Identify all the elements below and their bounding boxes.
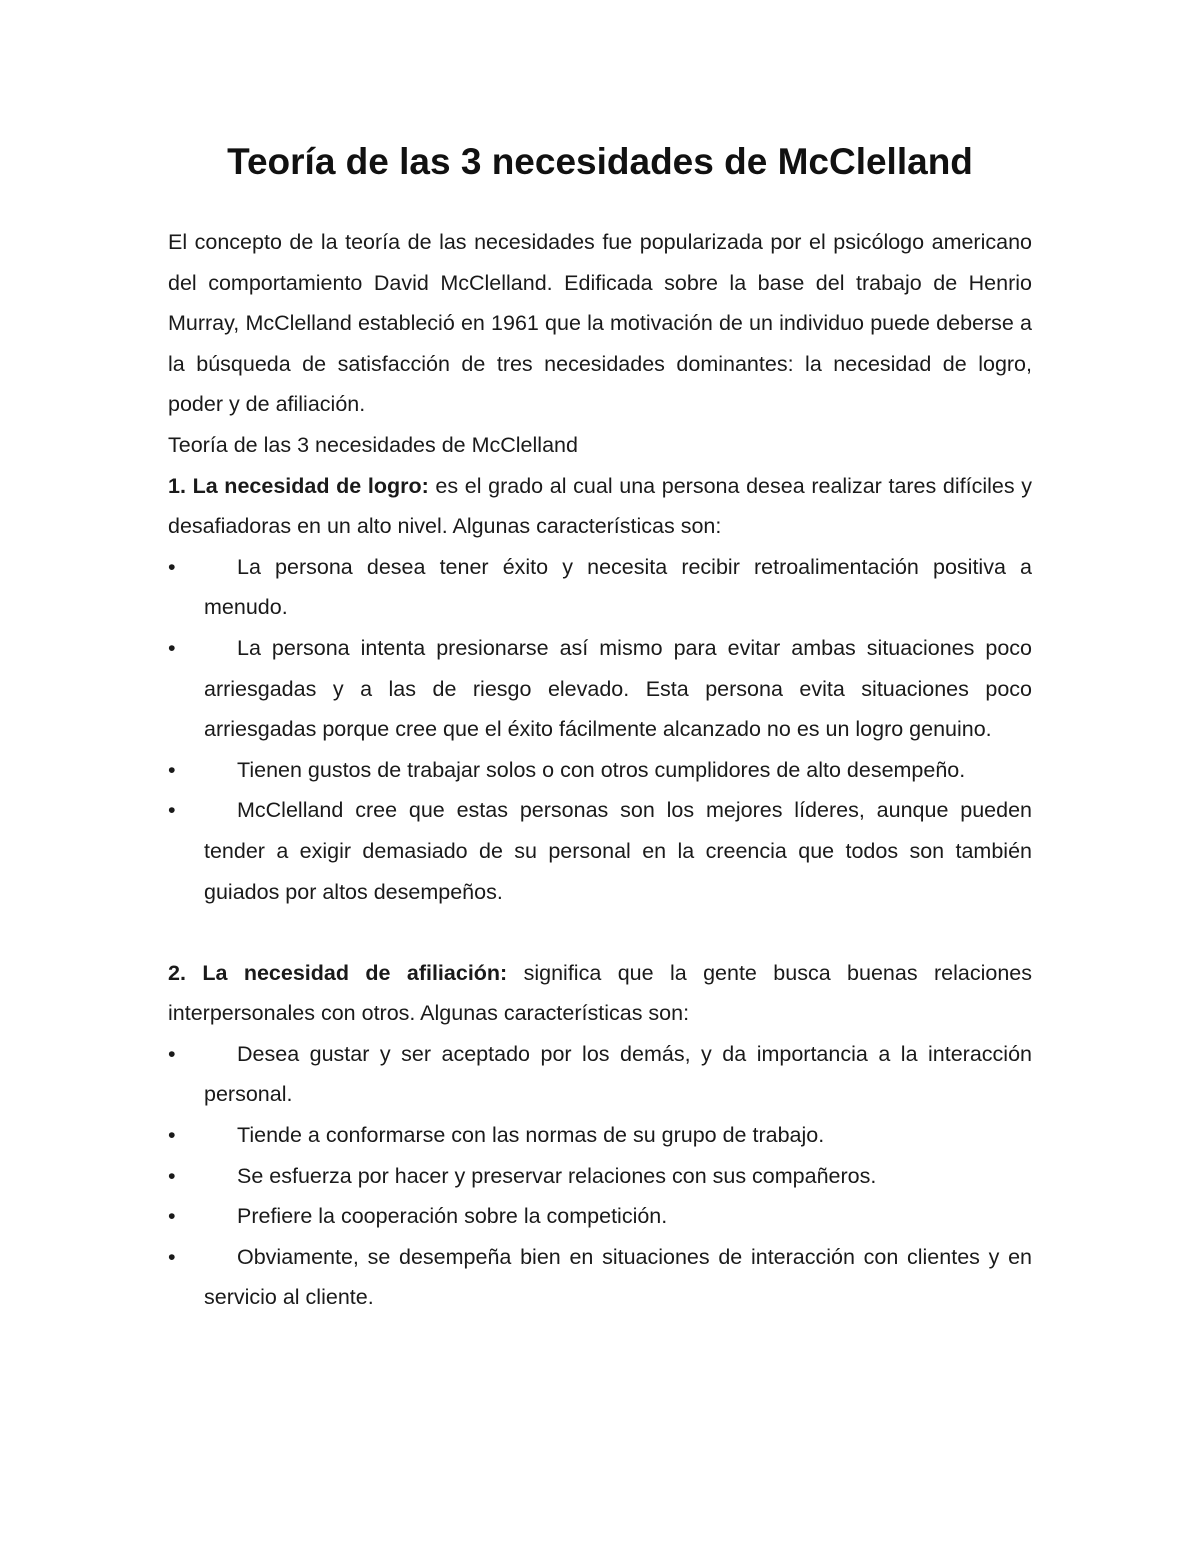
list-item-text: Desea gustar y ser aceptado por los demás, y da importancia a la interacción personal.	[204, 1041, 1032, 1107]
list-item-text: McClelland cree que estas personas son los mejores líderes, aunque pueden tender a exigir demasiado de su personal en la creencia que todos son también guiados por altos desempeños.	[204, 798, 1032, 904]
list-item	[168, 1034, 1032, 1115]
bullet-icon: •	[168, 635, 176, 660]
section2-text: significa que la gente busca buenas relaciones interpersonales con otros. Algunas características son:	[168, 960, 1032, 1026]
section1-paragraph	[168, 466, 1032, 547]
list-item-text: Obviamente, se desempeña bien en situaciones de interacción con clientes y en servicio al cliente.	[204, 1244, 1032, 1310]
list-item	[168, 1156, 1032, 1197]
section1-heading: 1. La necesidad de logro:	[168, 473, 429, 498]
bullet-icon: •	[168, 554, 176, 579]
list-item	[168, 790, 1032, 912]
bullet-icon: •	[168, 757, 176, 782]
bullet-icon: •	[168, 798, 176, 823]
bullet-icon: •	[168, 1163, 176, 1188]
list-item-text: Se esfuerza por hacer y preservar relaciones con sus compañeros.	[237, 1163, 877, 1188]
list-item	[168, 628, 1032, 750]
document-title: Teoría de las 3 necesidades de McClelland	[227, 141, 973, 182]
section2-paragraph	[168, 953, 1032, 1034]
section1-text: es el grado al cual una persona desea realizar tares difíciles y desafiadoras en un alto nivel. Algunas características son:	[168, 473, 1032, 539]
paragraph-spacer	[168, 912, 1032, 953]
list-item	[168, 547, 1032, 628]
intro-paragraph: El concepto de la teoría de las necesidades fue popularizada por el psicólogo americano del comportamiento David McClelland. Edificada sobre la base del trabajo de Henrio Murray, McClelland estableció en 1961 que la motivación de un individuo puede deberse a la búsqueda de satisfacción de tres necesidades dominantes: la necesidad de logro, poder y de afiliación.	[168, 230, 1032, 417]
section2-list	[168, 1034, 1032, 1318]
list-item	[168, 1237, 1032, 1318]
list-item	[168, 1196, 1032, 1237]
list-item-text: Prefiere la cooperación sobre la competición.	[237, 1204, 668, 1229]
list-item-text: La persona intenta presionarse así mismo para evitar ambas situaciones poco arriesgadas y a las de riesgo elevado. Esta persona evita situaciones poco arriesgadas porque cree que el éxito fácilmente alcanzado no es un logro genuino.	[204, 635, 1032, 742]
bullet-icon: •	[168, 1123, 176, 1148]
document-body	[168, 222, 1032, 1318]
list-item-text: Tiende a conformarse con las normas de su grupo de trabajo.	[237, 1123, 825, 1148]
subtitle-line: Teoría de las 3 necesidades de McClelland	[168, 432, 578, 457]
list-item-text: La persona desea tener éxito y necesita recibir retroalimentación positiva a menudo.	[204, 554, 1032, 620]
section1-list	[168, 547, 1032, 912]
bullet-icon: •	[168, 1041, 176, 1066]
bullet-icon: •	[168, 1204, 176, 1229]
section2-heading: 2. La necesidad de afiliación:	[168, 960, 508, 985]
list-item	[168, 750, 1032, 791]
list-item-text: Tienen gustos de trabajar solos o con otros cumplidores de alto desempeño.	[237, 757, 966, 782]
list-item	[168, 1115, 1032, 1156]
bullet-icon: •	[168, 1244, 176, 1269]
